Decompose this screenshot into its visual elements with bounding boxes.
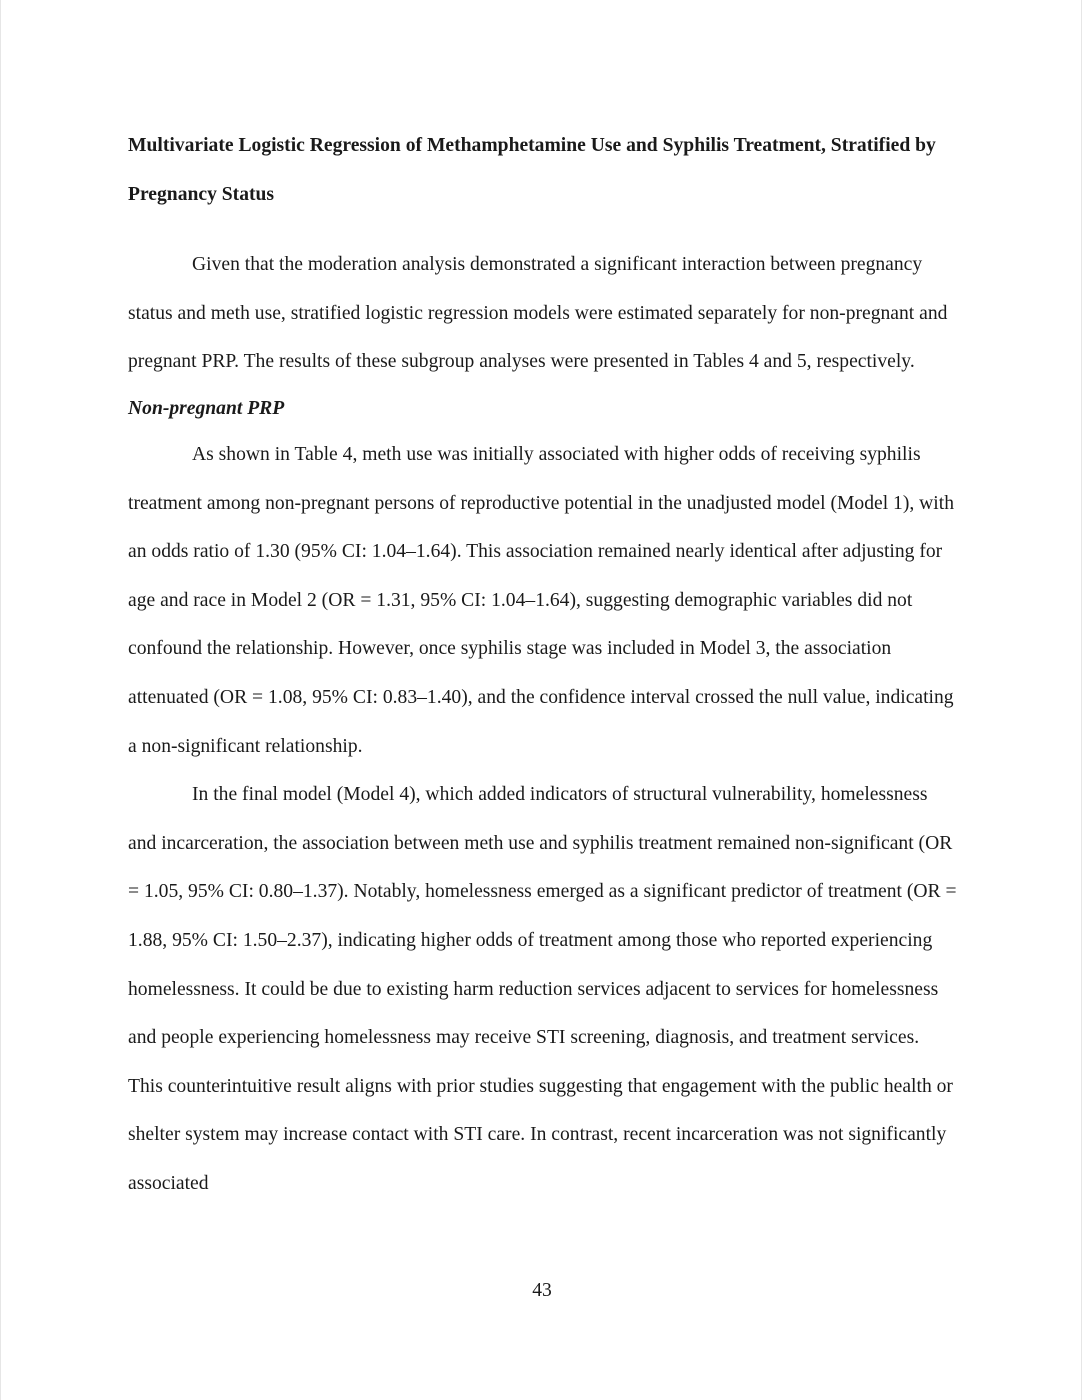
body-paragraph-2: In the final model (Model 4), which added indicators of structural vulnerability, homelessness and incarceration, the association between meth use and syphilis treatment remained non-significant (OR = 1.05, 95% CI: 0.80–1.37). Notably, homelessness emerged as a significant predictor of treatment (OR = 1.88, 95% CI: 1.50–2.37), indicating higher odds of treatment among those who reported experiencing homelessness. It could be due to existing harm reduction services adjacent to services for homelessness and people experiencing homelessness may receive STI screening, diagnosis, and treatment services. This counterintuitive result aligns with prior studies suggesting that engagement with the public health or shelter system may increase contact with STI care. In contrast, recent incarceration was not significantly associated — [128, 784, 957, 1194]
body-paragraph-1: As shown in Table 4, meth use was initially associated with higher odds of receiving syphilis treatment among non-pregnant persons of reproductive potential in the unadjusted model (Model 1), with an odds ratio of 1.30 (95% CI: 1.04–1.64). This association remained nearly identical after adjusting for age and race in Model 2 (OR = 1.31, 95% CI: 1.04–1.64), suggesting demographic variables did not confound the relationship. However, once syphilis stage was included in Model 3, the association attenuated (OR = 1.08, 95% CI: 0.83–1.40), and the confidence interval crossed the null value, indicating a non-significant relationship. — [128, 443, 954, 757]
heading-spacer — [128, 219, 958, 241]
document-body — [128, 122, 958, 1208]
page-number: 43 — [532, 1280, 552, 1301]
intro-paragraph: Given that the moderation analysis demonstrated a significant interaction between pregnancy status and meth use, stratified logistic regression models were estimated separately for non-pregnant and pregnant PRP. The results of these subgroup analyses were presented in Tables 4 and 5, respectively. — [128, 254, 948, 373]
subsection-heading: Non-pregnant PRP — [128, 397, 285, 419]
section-heading: Multivariate Logistic Regression of Methamphetamine Use and Syphilis Treatment, Stratified by Pregnancy Status — [128, 135, 936, 205]
